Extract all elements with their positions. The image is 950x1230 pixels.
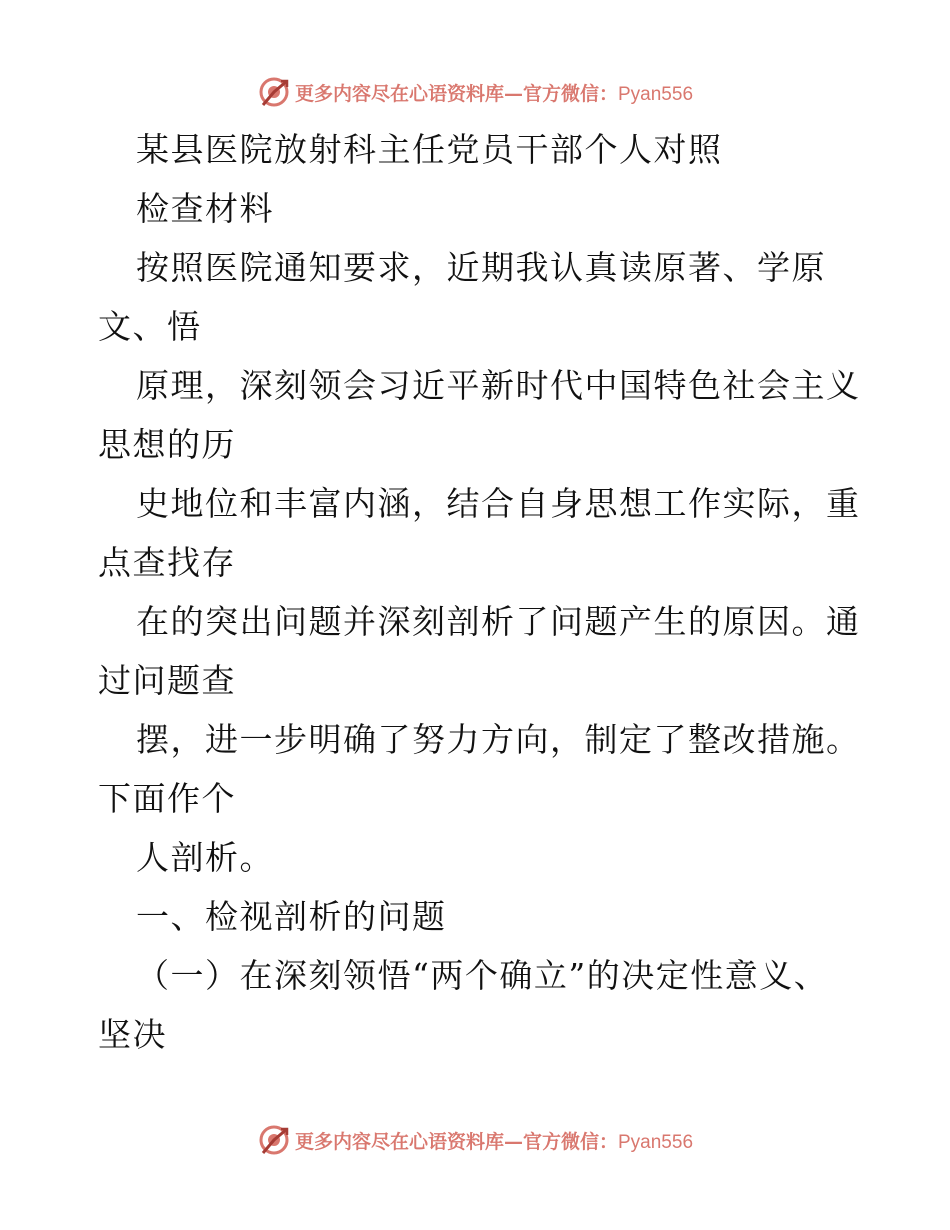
text-line: 按照医院通知要求，近期我认真读原著、学原 (136, 248, 826, 287)
text-line: 检查材料 (136, 189, 274, 228)
watermark-text: 更多内容尽在心语资料库—官方微信： (294, 82, 618, 105)
text-line: 坚决 (98, 1015, 167, 1054)
footer-watermark (0, 1120, 950, 1160)
brand-logo-icon (257, 75, 291, 109)
watermark-wechat-id: Pyan556 (618, 1131, 694, 1153)
brand-logo-icon (257, 1123, 291, 1157)
document-body (98, 120, 861, 1064)
text-line: 摆，进一步明确了努力方向，制定了整改措施。 (136, 720, 861, 759)
text-line: 某县医院放射科主任党员干部个人对照 (136, 130, 723, 169)
header-watermark (0, 72, 950, 112)
watermark-wechat-id: Pyan556 (618, 83, 694, 105)
text-line: 一、检视剖析的问题 (136, 897, 447, 936)
watermark-text: 更多内容尽在心语资料库—官方微信： (294, 1130, 618, 1153)
text-line: 在的突出问题并深刻剖析了问题产生的原因。通 (136, 602, 861, 641)
text-line: 史地位和丰富内涵，结合自身思想工作实际，重 (136, 484, 861, 523)
text-line: 过问题查 (98, 661, 236, 700)
text-line: 原理，深刻领会习近平新时代中国特色社会主义 (136, 366, 861, 405)
text-line: 下面作个 (98, 779, 236, 818)
text-line: 人剖析。 (136, 838, 274, 877)
text-line: （一）在深刻领悟“两个确立”的决定性意义、 (136, 956, 829, 995)
text-line: 点查找存 (98, 543, 236, 582)
text-line: 文、悟 (98, 307, 202, 346)
text-line: 思想的历 (98, 425, 236, 464)
